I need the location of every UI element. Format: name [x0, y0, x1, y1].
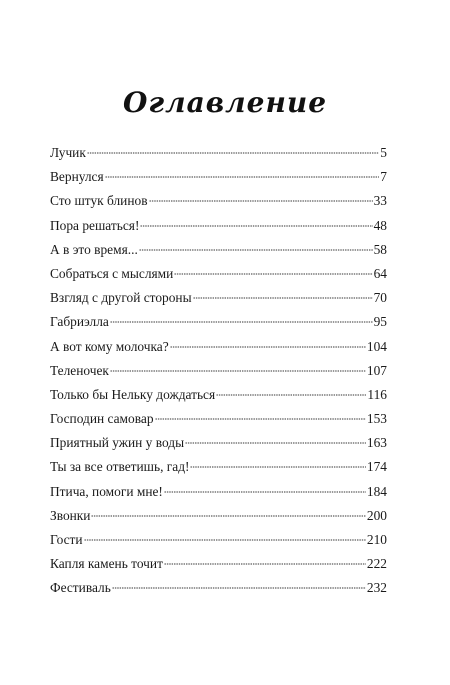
toc-entry-page-number: 200 [366, 507, 387, 523]
toc-entry [50, 383, 387, 407]
toc-entry [50, 262, 387, 286]
toc-entry-page-number: 48 [373, 217, 387, 233]
page-title: Оглавление [122, 86, 328, 119]
toc-entry-title: Теленочек [50, 362, 109, 378]
toc-entry [50, 238, 387, 262]
dot-leader [190, 466, 365, 468]
toc-entry-title: Фестиваль [50, 580, 111, 596]
toc-entry [50, 335, 387, 359]
dot-leader [112, 587, 366, 589]
toc-entry [50, 359, 387, 383]
dot-leader [193, 297, 373, 299]
toc-entry [50, 214, 387, 238]
toc-entry-page-number: 232 [366, 580, 387, 596]
dot-leader [185, 442, 366, 444]
toc-entry-title: Приятный ужин у воды [50, 435, 185, 451]
toc-entry-title: Господин самовар [50, 411, 154, 427]
toc-entry-title: Только бы Нельку дождаться [50, 386, 216, 402]
dot-leader [87, 152, 379, 154]
toc-entry-title: Габриэлла [50, 314, 109, 330]
toc-entry-page-number: 222 [366, 556, 387, 572]
toc-entry [50, 504, 387, 528]
toc-entry-title: Ты за все ответишь, гад! [50, 459, 190, 475]
toc-entry [50, 552, 387, 576]
toc-entry-title: Собраться с мыслями [50, 265, 174, 281]
dot-leader [149, 200, 373, 202]
toc-entry-page-number: 33 [373, 193, 387, 209]
dot-leader [84, 539, 366, 541]
toc-entry-title: А вот кому молочка? [50, 338, 169, 354]
dot-leader [140, 225, 372, 227]
dot-leader [164, 491, 366, 493]
toc-entry [50, 480, 387, 504]
toc-entry-title: Лучик [50, 145, 86, 160]
toc-entry [50, 165, 387, 189]
table-of-contents [50, 141, 387, 601]
toc-entry [50, 576, 387, 600]
toc-entry-title: Взгляд с другой стороны [50, 290, 192, 306]
toc-entry [50, 286, 387, 310]
toc-entry-title: Капля камень точит [50, 556, 163, 572]
toc-entry-page-number: 70 [373, 290, 387, 306]
toc-entry [50, 310, 387, 334]
toc-entry-page-number: 95 [373, 314, 387, 330]
dot-leader [110, 370, 366, 372]
toc-entry-page-number: 174 [366, 459, 387, 475]
toc-entry-page-number: 163 [366, 435, 387, 451]
dot-leader [139, 249, 373, 251]
toc-entry-title: Птича, помоги мне! [50, 483, 163, 499]
toc-entry-title: Сто штук блинов [50, 193, 148, 209]
dot-leader [155, 418, 366, 420]
toc-entry [50, 407, 387, 431]
toc-entry [50, 455, 387, 479]
toc-entry-page-number: 153 [366, 411, 387, 427]
dot-leader [91, 515, 365, 517]
toc-entry-title: Пора решаться! [50, 217, 140, 233]
dot-leader [174, 273, 372, 275]
toc-entry-page-number: 107 [366, 362, 387, 378]
toc-entry-title: Гости [50, 532, 83, 547]
toc-entry-page-number: 7 [380, 169, 387, 185]
dot-leader [164, 563, 366, 565]
dot-leader [110, 321, 373, 323]
toc-entry-title: Звонки [50, 507, 91, 523]
toc-entry-page-number: 5 [380, 145, 387, 160]
toc-entry-page-number: 64 [373, 265, 387, 281]
toc-entry-title: Вернулся [50, 169, 104, 185]
dot-leader [170, 346, 366, 348]
toc-entry [50, 528, 387, 552]
toc-entry [50, 189, 387, 213]
toc-entry [50, 141, 387, 165]
dot-leader [216, 394, 366, 396]
toc-entry-page-number: 116 [367, 386, 387, 402]
toc-entry [50, 431, 387, 455]
toc-entry-page-number: 184 [366, 483, 387, 499]
toc-entry-page-number: 210 [366, 532, 387, 547]
toc-entry-page-number: 104 [366, 338, 387, 354]
toc-entry-title: А в это время... [50, 241, 138, 257]
toc-entry-page-number: 58 [373, 241, 387, 257]
dot-leader [105, 176, 380, 178]
